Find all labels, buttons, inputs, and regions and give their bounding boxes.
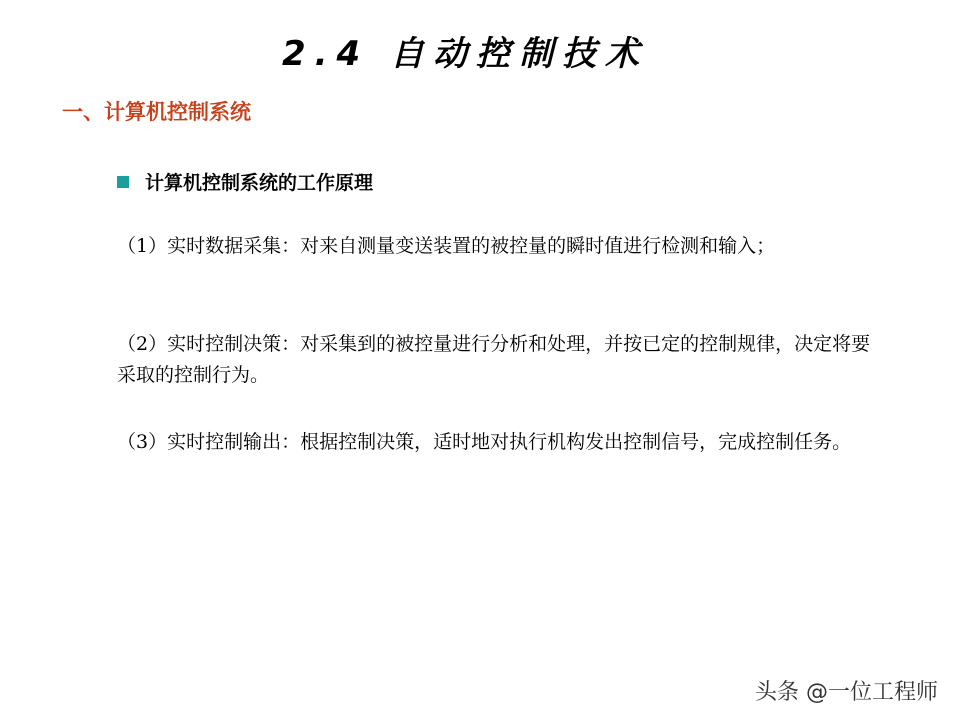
bullet-item — [117, 168, 373, 195]
paragraph-control-output: （3）实时控制输出：根据控制决策，适时地对执行机构发出控制信号，完成控制任务。 — [117, 431, 852, 453]
paragraph-control-decision: （2）实时控制决策：对采集到的被控量进行分析和处理，并按已定的控制规律，决定将要采取的控制行为。 — [117, 333, 871, 386]
paragraph-data-acquisition: （1）实时数据采集：对来自测量变送装置的被控量的瞬时值进行检测和输入； — [117, 235, 776, 257]
square-bullet-icon — [117, 176, 129, 188]
bullet-text: 计算机控制系统的工作原理 — [145, 172, 374, 194]
section-heading: 一、计算机控制系统 — [62, 100, 251, 124]
watermark: 头条 @一位工程师 — [755, 680, 938, 705]
slide-title: 2.4 自动控制技术 — [281, 34, 649, 74]
